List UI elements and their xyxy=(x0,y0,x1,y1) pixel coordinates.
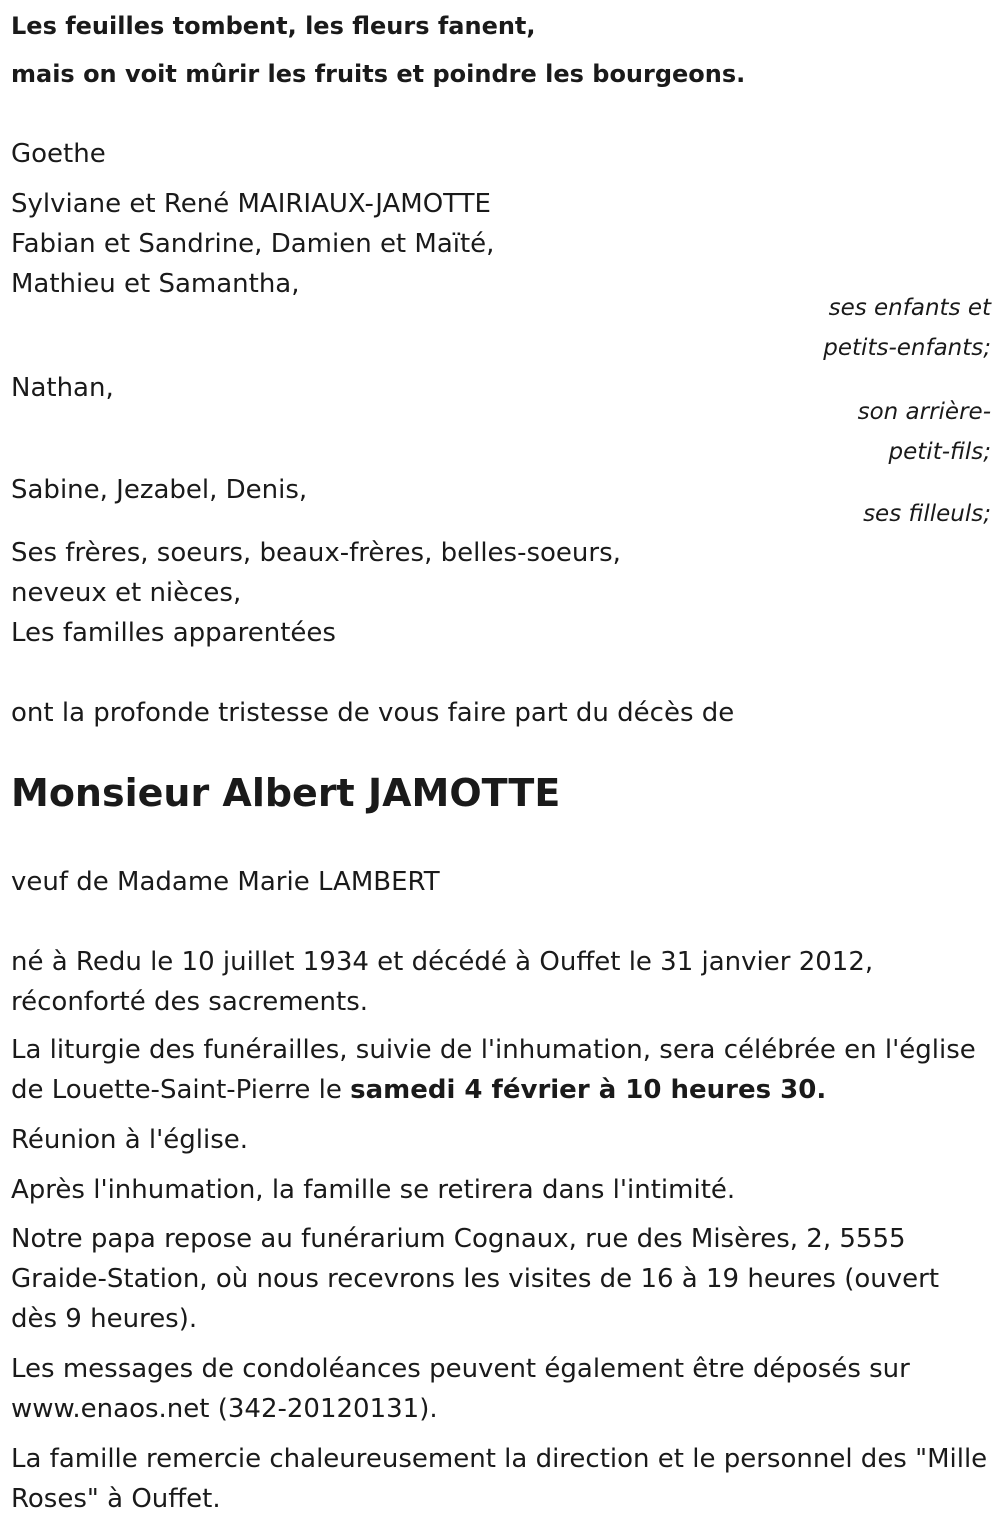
birth-death: né à Redu le 10 juillet 1934 et décédé à Ouffet le 31 janvier 2012, réconforté des sacrements. xyxy=(11,947,874,1017)
meeting: Réunion à l'église. xyxy=(11,1125,249,1155)
relatives-line: neveux et nièces, xyxy=(11,578,242,608)
condolences: Les messages de condoléances peuvent également être déposés sur www.enaos.net (342-20120131). xyxy=(11,1354,910,1424)
relatives-line: Ses frères, soeurs, beaux-frères, belles-soeurs, xyxy=(11,538,621,568)
godchildren: Sabine, Jezabel, Denis, xyxy=(11,475,308,505)
quote-line-1: Les feuilles tombent, les fleurs fanent, xyxy=(11,12,536,40)
announcement: ont la profonde tristesse de vous faire part du décès de xyxy=(11,698,735,728)
children-line: Sylviane et René MAIRIAUX-JAMOTTE xyxy=(11,189,491,219)
children-line: Fabian et Sandrine, Damien et Maïté, xyxy=(11,229,495,259)
funeral-home: Notre papa repose au funérarium Cognaux, rue des Misères, 2, 5555 Graide-Station, où nous recevrons les visites de 16 à 19 heures (ouvert dès 9 heures). xyxy=(11,1224,940,1334)
liturgy-text: La liturgie des funérailles, suivie de l'inhumation, sera célébrée en l'église de Louette-Saint-Pierre le xyxy=(11,1035,976,1105)
great-grandchild: Nathan, xyxy=(11,373,114,403)
godchildren-role: ses filleuls; xyxy=(863,501,991,527)
children-role: petits-enfants; xyxy=(823,335,991,361)
children-role: ses enfants et xyxy=(828,295,991,321)
children-line: Mathieu et Samantha, xyxy=(11,269,300,299)
thanks: La famille remercie chaleureusement la direction et le personnel des "Mille Roses" à Ouffet. xyxy=(11,1444,988,1514)
liturgy xyxy=(11,1030,989,1110)
great-grandchild-role: son arrière- xyxy=(857,399,991,425)
deceased-name: Monsieur Albert JAMOTTE xyxy=(11,771,561,815)
widower-of: veuf de Madame Marie LAMBERT xyxy=(11,867,440,897)
relatives-line: Les familles apparentées xyxy=(11,618,336,648)
quote-line-2: mais on voit mûrir les fruits et poindre les bourgeons. xyxy=(11,60,746,88)
after-burial: Après l'inhumation, la famille se retirera dans l'intimité. xyxy=(11,1175,736,1205)
great-grandchild-role: petit-fils; xyxy=(888,439,991,465)
liturgy-date: samedi 4 février à 10 heures 30. xyxy=(350,1075,827,1105)
quote-author: Goethe xyxy=(11,139,106,169)
